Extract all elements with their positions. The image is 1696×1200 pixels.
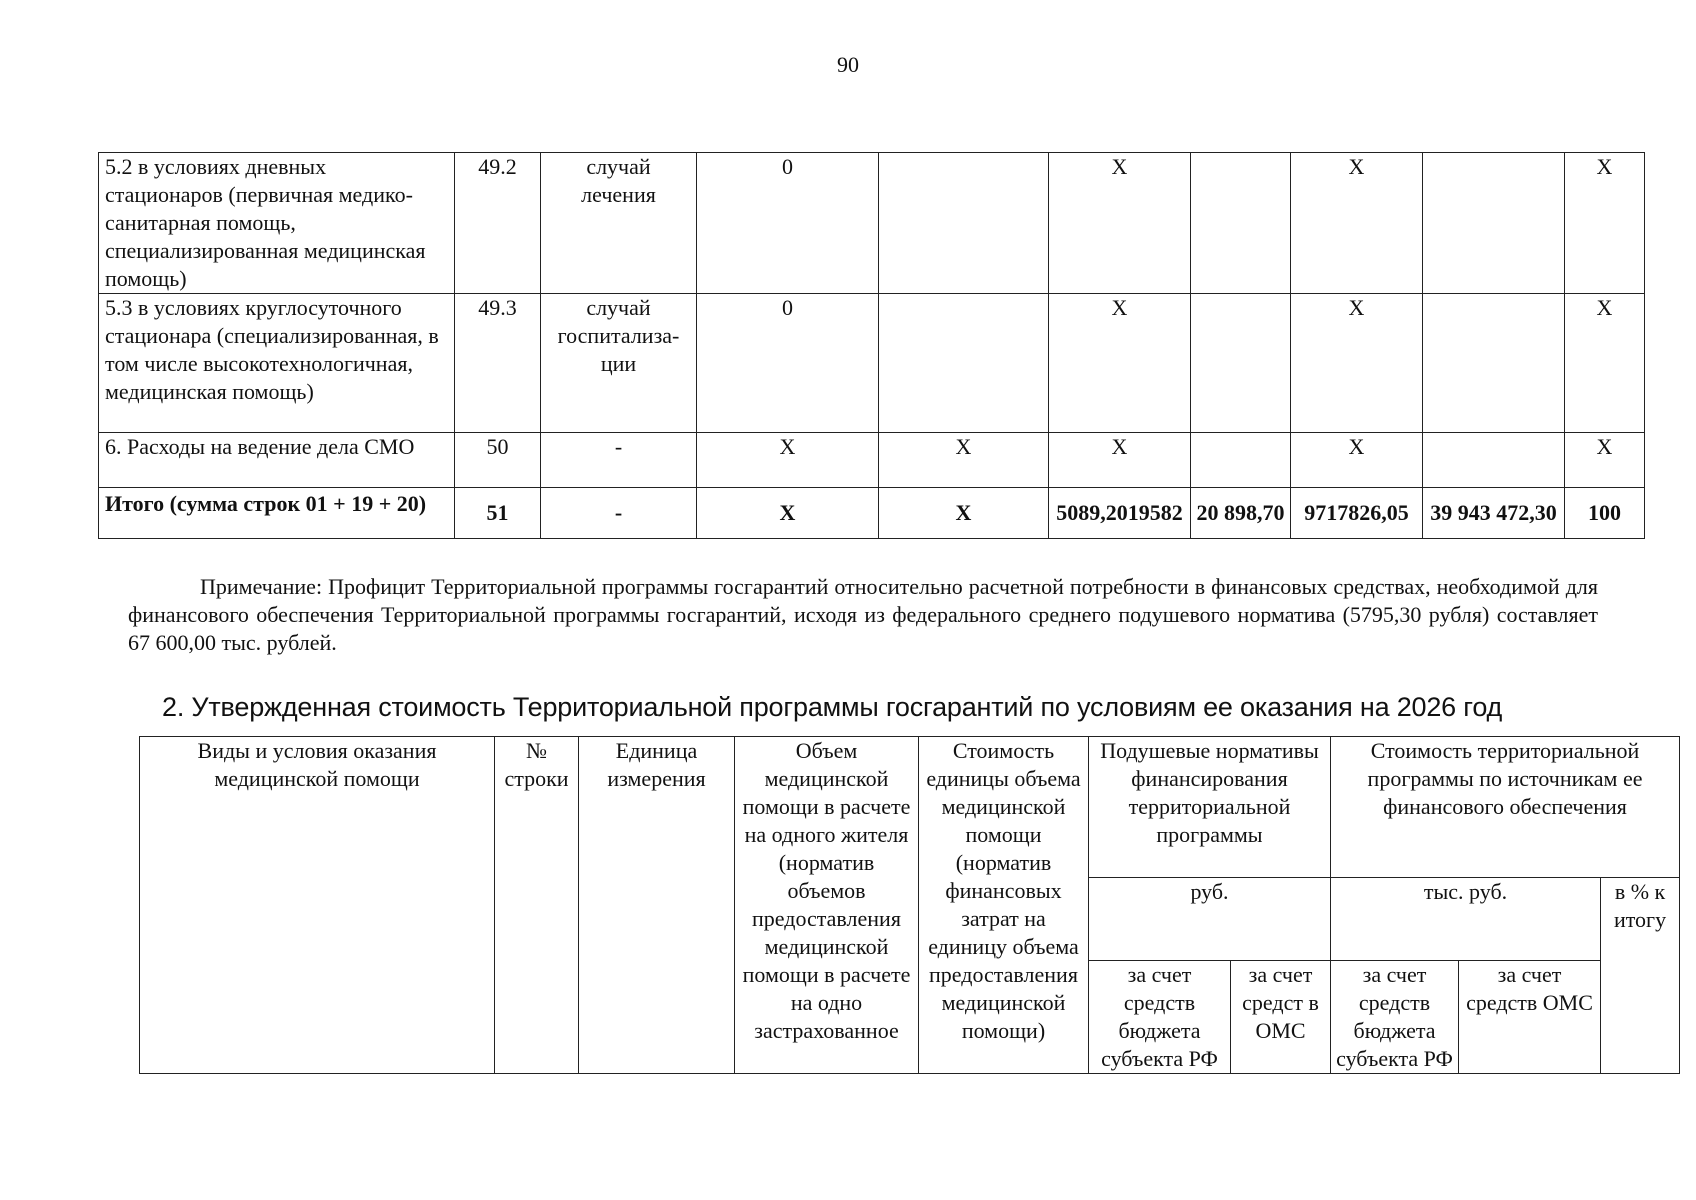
cell-oms-rub: 20 898,70	[1191, 488, 1291, 539]
cell-oms-rub	[1191, 153, 1291, 294]
row-line-number: 51	[455, 488, 541, 539]
footnote: Примечание: Профицит Территориальной программы госгарантий относительно расчетной потребности в финансовых средствах, необходимой для финансового обеспечения Территориальной программы госгарантий, исходя из федерального среднего подушевого норматива (5795,30 рубля) составляет 67 600,00 тыс. рублей.	[128, 574, 1598, 655]
cell-budget-rub: X	[1049, 433, 1191, 488]
header-unit: Единица измерения	[579, 737, 735, 1074]
row-line-number: 49.3	[455, 294, 541, 433]
cell-volume: X	[697, 433, 879, 488]
row-label: 6. Расходы на ведение дела СМО	[99, 433, 455, 488]
cell-percent: X	[1565, 433, 1645, 488]
header-unit-rub: руб.	[1089, 878, 1331, 961]
cell-percent: X	[1565, 294, 1645, 433]
row-unit: случай госпитализа-ции	[541, 294, 697, 433]
header-care-types: Виды и условия оказания медицинской помощи	[140, 737, 495, 1074]
cell-budget-thousand: X	[1291, 153, 1423, 294]
total-row	[99, 488, 1645, 539]
cell-cost	[879, 153, 1049, 294]
header-per-capita: Подушевые нормативы финансирования территориальной программы	[1089, 737, 1331, 878]
cell-budget-thousand: X	[1291, 433, 1423, 488]
expenses-table-continued	[98, 152, 1645, 539]
row-label: 5.2 в условиях дневных стационаров (первичная медико-санитарная помощь, специализированная медицинская помощь)	[99, 153, 455, 294]
cell-oms-rub	[1191, 433, 1291, 488]
cell-budget-thousand: X	[1291, 294, 1423, 433]
cell-cost: X	[879, 433, 1049, 488]
section-title: 2. Утвержденная стоимость Территориальной программы госгарантий по условиям ее оказания на 2026 год	[162, 692, 1503, 722]
cell-oms-thousand	[1423, 153, 1565, 294]
row-unit: -	[541, 433, 697, 488]
cell-oms-thousand	[1423, 433, 1565, 488]
page-number: 90	[837, 52, 859, 77]
header-unit-cost: Стоимость единицы объема медицинской помощи (норматив финансовых затрат на единицу объема предоставления медицинской помощи)	[919, 737, 1089, 1074]
header-oms-thousand: за счет средств ОМС	[1459, 961, 1601, 1074]
header-budget-thousand: за счет средств бюджета субъекта РФ	[1331, 961, 1459, 1074]
header-unit-thousand: тыс. руб.	[1331, 878, 1601, 961]
row-line-number: 50	[455, 433, 541, 488]
cost-table-header	[139, 736, 1680, 1074]
cell-oms-thousand: 39 943 472,30	[1423, 488, 1565, 539]
cell-oms-rub	[1191, 294, 1291, 433]
row-unit: -	[541, 488, 697, 539]
row-line-number: 49.2	[455, 153, 541, 294]
row-unit: случай лечения	[541, 153, 697, 294]
cell-budget-rub: X	[1049, 294, 1191, 433]
table-row	[99, 433, 1645, 488]
cell-cost: X	[879, 488, 1049, 539]
cell-volume: 0	[697, 153, 879, 294]
cell-volume: 0	[697, 294, 879, 433]
cell-oms-thousand	[1423, 294, 1565, 433]
cell-cost	[879, 294, 1049, 433]
header-total-cost: Стоимость территориальной программы по источникам ее финансового обеспечения	[1331, 737, 1680, 878]
header-oms-rub: за счет средст в ОМС	[1231, 961, 1331, 1074]
header-percent: в % к итогу	[1601, 878, 1680, 1074]
cell-volume: X	[697, 488, 879, 539]
row-label: 5.3 в условиях круглосуточного стационара (специализированная, в том числе высокотехнологичная, медицинская помощь)	[99, 294, 455, 433]
table-row	[99, 294, 1645, 433]
cell-percent: 100	[1565, 488, 1645, 539]
cell-budget-thousand: 9717826,05	[1291, 488, 1423, 539]
header-budget-rub: за счет средств бюджета субъекта РФ	[1089, 961, 1231, 1074]
cell-budget-rub: X	[1049, 153, 1191, 294]
cell-percent: X	[1565, 153, 1645, 294]
cell-budget-rub: 5089,2019582	[1049, 488, 1191, 539]
header-line-number: № строки	[495, 737, 579, 1074]
table-row	[99, 153, 1645, 294]
total-label: Итого (сумма строк 01 + 19 + 20)	[99, 488, 455, 539]
header-volume: Объем медицинской помощи в расчете на одного жителя (норматив объемов предоставления медицинской помощи в расчете на одно застрахованное	[735, 737, 919, 1074]
